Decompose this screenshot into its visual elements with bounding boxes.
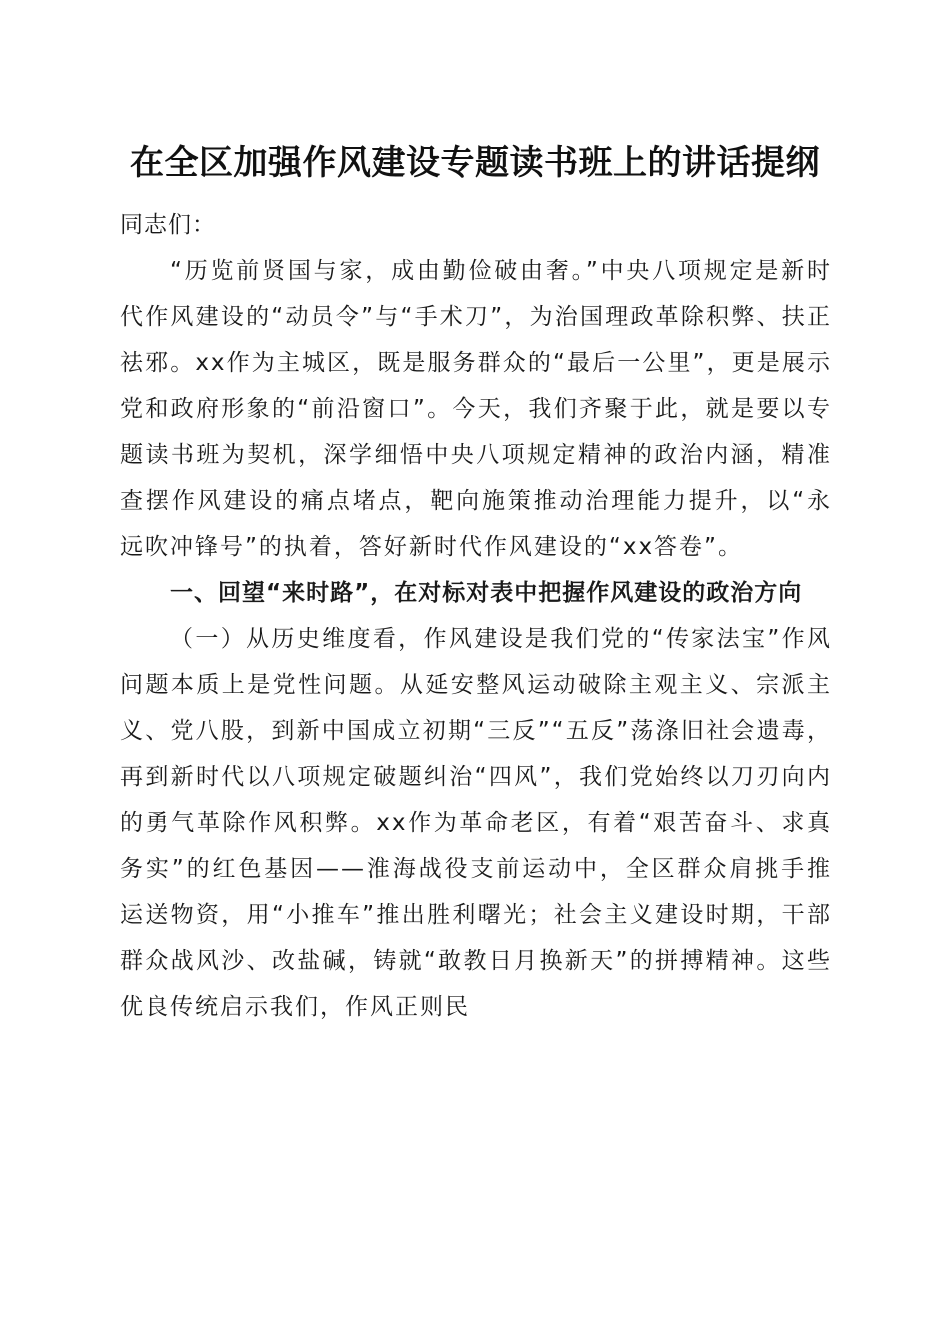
subsection-paragraph-1: （一）从历史维度看，作风建设是我们党的“传家法宝”作风问题本质上是党性问题。从延安整风运动破除主观主义、宗派主义、党八股，到新中国成立初期“三反”“五反”荡涤旧社会遗毒，再到新时代以八项规定破题纠治“四风”，我们党始终以刀刃向内的勇气革除作风积弊。xx作为革命老区，有着“艰苦奋斗、求真务实”的红色基因——淮海战役支前运动中，全区群众肩挑手推运送物资，用“小推车”推出胜利曙光；社会主义建设时期，干部群众战风沙、改盐碱，铸就“敢教日月换新天”的拼搏精神。这些优良传统启示我们，作风正则民 bbox=[120, 626, 832, 1020]
intro-paragraph: “历览前贤国与家，成由勤俭破由奢。”中央八项规定是新时代作风建设的“动员令”与“手术刀”，为治国理政革除积弊、扶正祛邪。xx作为主城区，既是服务群众的“最后一公里”，更是展示党和政府形象的“前沿窗口”。今天，我们齐聚于此，就是要以专题读书班为契机，深学细悟中央八项规定精神的政治内涵，精准查摆作风建设的痛点堵点，靶向施策推动治理能力提升，以“永远吹冲锋号”的执着，答好新时代作风建设的“xx答卷”。 bbox=[120, 258, 832, 560]
document-body bbox=[120, 202, 832, 1030]
document-title: 在全区加强作风建设专题读书班上的讲话提纲 bbox=[130, 143, 820, 183]
salutation: 同志们： bbox=[120, 212, 216, 238]
section-heading-1: 一、回望“来时路”，在对标对表中把握作风建设的政治方向 bbox=[170, 580, 803, 606]
